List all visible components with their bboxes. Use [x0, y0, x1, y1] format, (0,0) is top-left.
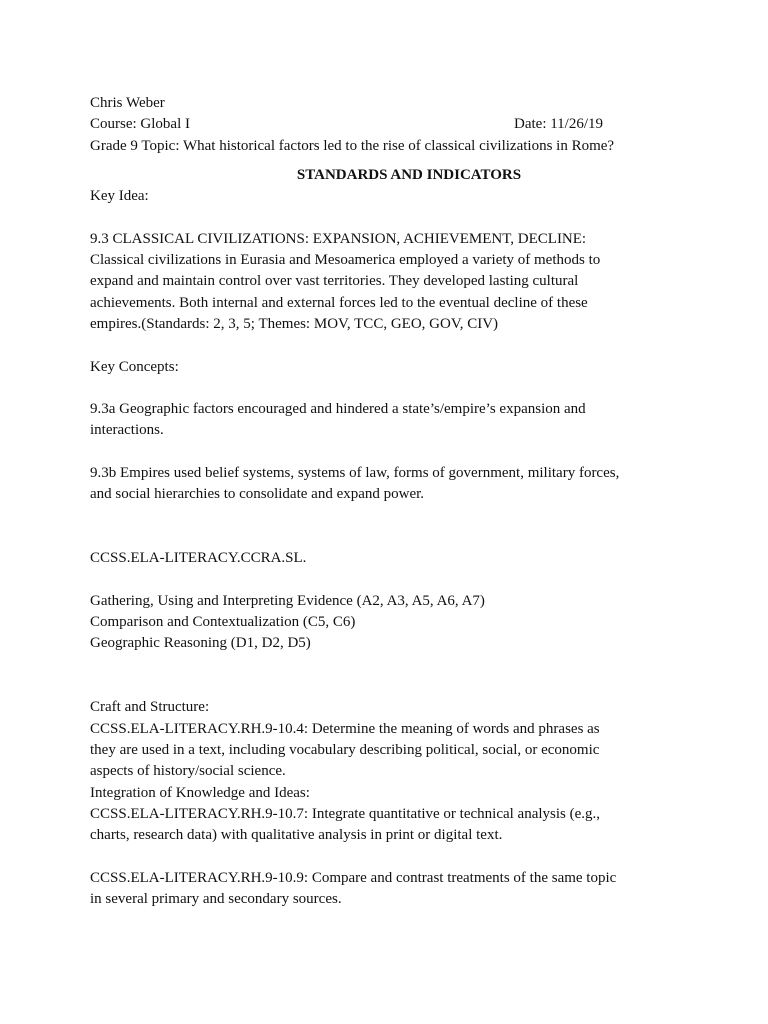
standard-line: achievements. Both internal and external forces led to the eventual decline of these [90, 294, 588, 311]
key-idea-label: Key Idea: [90, 188, 149, 205]
concept-9-3b [90, 463, 730, 506]
author-name: Chris Weber [90, 95, 165, 111]
concept-line: and social hierarchies to consolidate and expand power. [90, 486, 425, 503]
course-date-row [90, 114, 730, 135]
standard-title: 9.3 CLASSICAL CIVILIZATIONS: EXPANSION, ACHIEVEMENT, DECLINE: [90, 230, 587, 247]
skills-list [90, 591, 730, 655]
craft-structure-label: Craft and Structure: [90, 699, 210, 716]
skill-item: Gathering, Using and Interpreting Evidence (A2, A3, A5, A6, A7) [90, 592, 485, 609]
rh-line: CCSS.ELA-LITERACY.RH.9-10.9: Compare and contrast treatments of the same topic [90, 869, 617, 886]
integration-section [90, 783, 730, 847]
standard-line: empires.(Standards: 2, 3, 5; Themes: MOV, TCC, GEO, GOV, CIV) [90, 315, 499, 332]
standard-9-3-paragraph [90, 229, 730, 335]
craft-line: CCSS.ELA-LITERACY.RH.9-10.4: Determine the meaning of words and phrases as [90, 720, 600, 737]
skill-item: Comparison and Contextualization (C5, C6) [90, 614, 356, 631]
key-concepts-label: Key Concepts: [90, 358, 179, 375]
date-label: Date: 11/26/19 [514, 116, 604, 133]
ccss-ccra-line: CCSS.ELA-LITERACY.CCRA.SL. [90, 550, 307, 567]
craft-line: they are used in a text, including vocabulary describing political, social, or economic [90, 741, 600, 758]
craft-structure-section [90, 697, 730, 782]
concept-line: interactions. [90, 422, 164, 439]
concept-line: 9.3b Empires used belief systems, systems of law, forms of government, military forces, [90, 465, 620, 482]
craft-line: aspects of history/social science. [90, 763, 286, 780]
standard-line: Classical civilizations in Eurasia and Mesoamerica employed a variety of methods to [90, 252, 601, 269]
integration-label: Integration of Knowledge and Ideas: [90, 784, 310, 801]
rh-9-10-9-section [90, 868, 730, 911]
concept-line: 9.3a Geographic factors encouraged and hindered a state’s/empire’s expansion and [90, 401, 586, 418]
integration-line: CCSS.ELA-LITERACY.RH.9-10.7: Integrate quantitative or technical analysis (e.g., [90, 805, 601, 822]
rh-line: in several primary and secondary sources. [90, 890, 342, 907]
skill-item: Geographic Reasoning (D1, D2, D5) [90, 635, 311, 652]
course-label: Course: Global I [90, 116, 190, 133]
standard-line: expand and maintain control over vast territories. They developed lasting cultural [90, 273, 579, 290]
section-heading: STANDARDS AND INDICATORS [296, 166, 522, 183]
document-page [90, 93, 730, 910]
topic-line: Grade 9 Topic: What historical factors led to the rise of classical civilizations in Rome? [90, 137, 615, 154]
concept-9-3a [90, 399, 730, 442]
integration-line: charts, research data) with qualitative analysis in print or digital text. [90, 827, 503, 844]
